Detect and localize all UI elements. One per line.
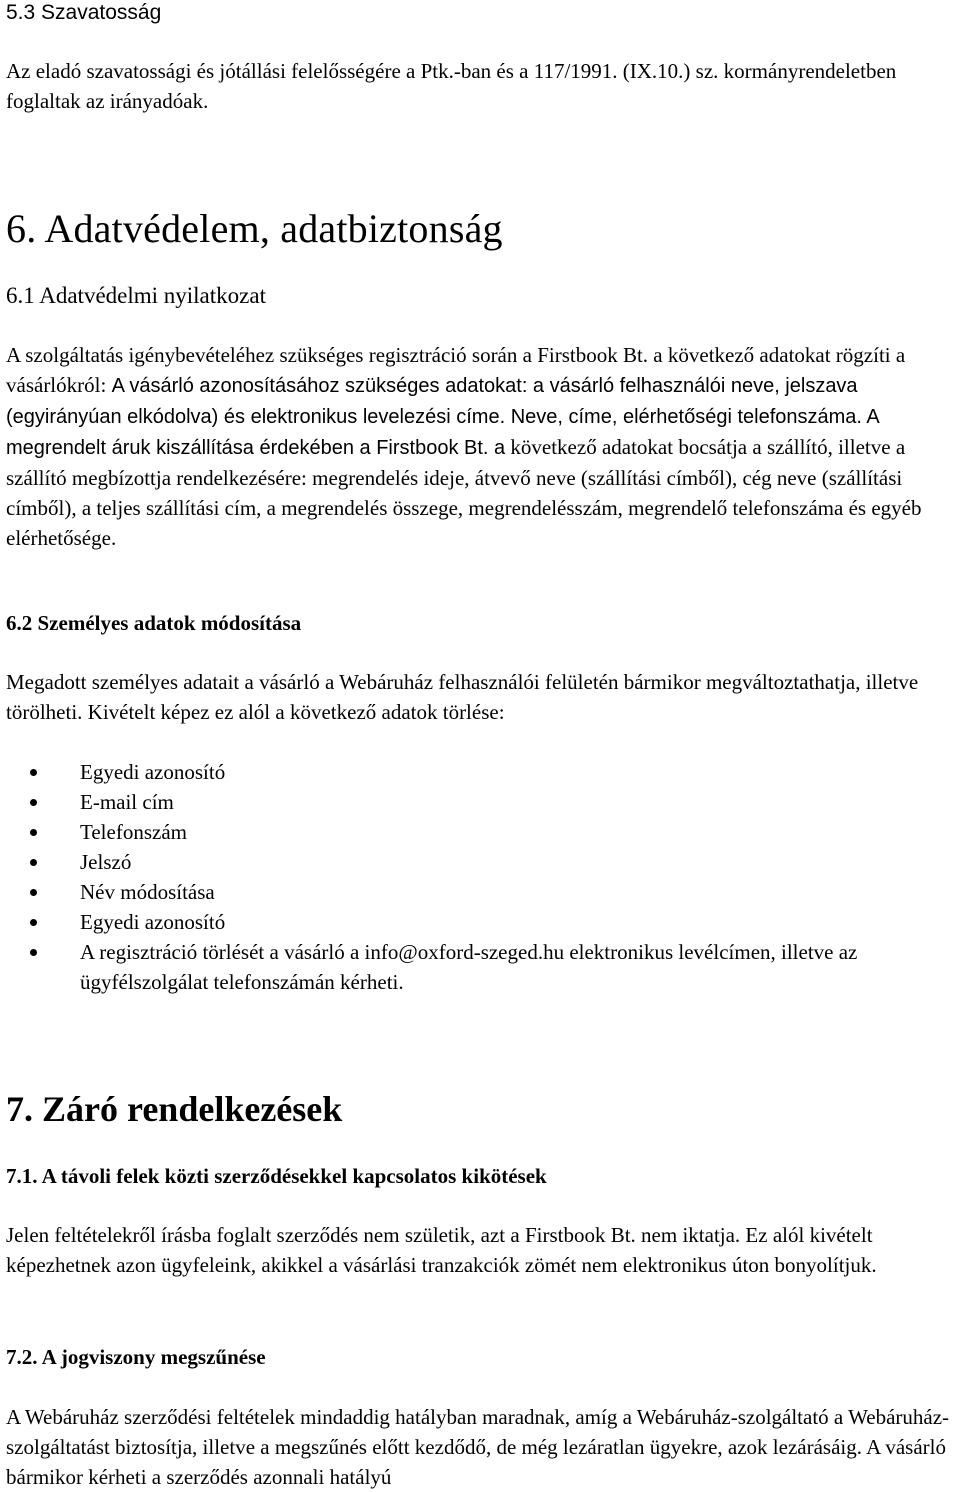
section-7-2-paragraph: A Webáruház szerződési feltételek mindaddig hatályban maradnak, amíg a Webáruház-szolgáltató a Webáruház-szolgáltatást biztosítja, illetve a megszűnés előtt kezdődő, de még lezáratlan ügyekre, azok lezárásáig. A vásárló bármikor kérheti a szerződés azonnali hatályú — [6, 1405, 950, 1489]
bullet-icon — [30, 949, 37, 956]
bullet-icon — [30, 829, 37, 836]
deletion-exception-list — [6, 757, 956, 997]
bullet-icon — [30, 859, 37, 866]
section-7-1-heading: 7.1. A távoli felek közti szerződésekkel kapcsolatos kikötések — [6, 1164, 547, 1188]
section-6-1-sans-text: A vásárló azonosításához szükséges adatokat: a vásárló felhasználói neve, jelszava (egyirányúan elkódolva) és elektronikus levelezési címe. Neve, címe, elérhetőségi telefonszáma. A megrendelt áruk kiszállítása érdekében a Firstbook Bt. a — [6, 375, 879, 459]
list-item: Név módosítása — [6, 877, 956, 907]
list-item: Telefonszám — [6, 817, 956, 847]
section-6-2-paragraph: Megadott személyes adatait a vásárló a Webáruház felhasználói felületén bármikor megváltoztathatja, illetve törölheti. Kivételt képez ez alól a következő adatok törlése: — [6, 670, 919, 724]
section-6-heading: 6. Adatvédelem, adatbiztonság — [6, 206, 503, 251]
section-7-2-heading: 7.2. A jogviszony megszűnése — [6, 1345, 266, 1369]
bullet-icon — [30, 799, 37, 806]
section-7-1-paragraph: Jelen feltételekről írásba foglalt szerződés nem születik, azt a Firstbook Bt. nem iktatja. Ez alól kivételt képezhetnek azon ügyfeleink, akikkel a vásárlási tranzakciók zömét nem elektronikus úton bonyolítjuk. — [6, 1223, 877, 1277]
section-6-1-rest: következő adatokat bocsátja a szállító, illetve a szállító megbízottja rendelkezésére: megrendelés ideje, átvevő neve (szállítási címből), cég neve (szállítási címből), a teljes szállítási cím, a megrendelés összege, megrendelésszám, megrendelő telefonszáma és egyéb elérhetősége. — [6, 435, 922, 550]
section-6-1-paragraph — [6, 340, 956, 553]
section-5-3-paragraph: Az eladó szavatossági és jótállási felelősségére a Ptk.-ban és a 117/1991. (IX.10.) sz. kormányrendeletben foglaltak az irányadóak. — [6, 59, 897, 113]
section-7-heading: 7. Záró rendelkezések — [6, 1089, 343, 1129]
list-item: A regisztráció törlését a vásárló a info@oxford-szeged.hu elektronikus levélcímen, illetve az ügyfélszolgálat telefonszámán kérheti. — [6, 937, 956, 997]
list-item: Egyedi azonosító — [6, 907, 956, 937]
bullet-icon — [30, 769, 37, 776]
section-6-1-heading: 6.1 Adatvédelmi nyilatkozat — [6, 283, 266, 308]
section-6-2-heading: 6.2 Személyes adatok módosítása — [6, 611, 302, 635]
list-item: Egyedi azonosító — [6, 757, 956, 787]
bullet-icon — [30, 919, 37, 926]
section-5-3-heading: 5.3 Szavatosság — [6, 1, 162, 24]
list-item: Jelszó — [6, 847, 956, 877]
bullet-icon — [30, 889, 37, 896]
list-item: E-mail cím — [6, 787, 956, 817]
section-6-1-intro: A szolgáltatás igénybevételéhez szükséges regisztráció során a Firstbook Bt. a következő adatokat rögzíti a vásárlókról: — [6, 343, 906, 397]
